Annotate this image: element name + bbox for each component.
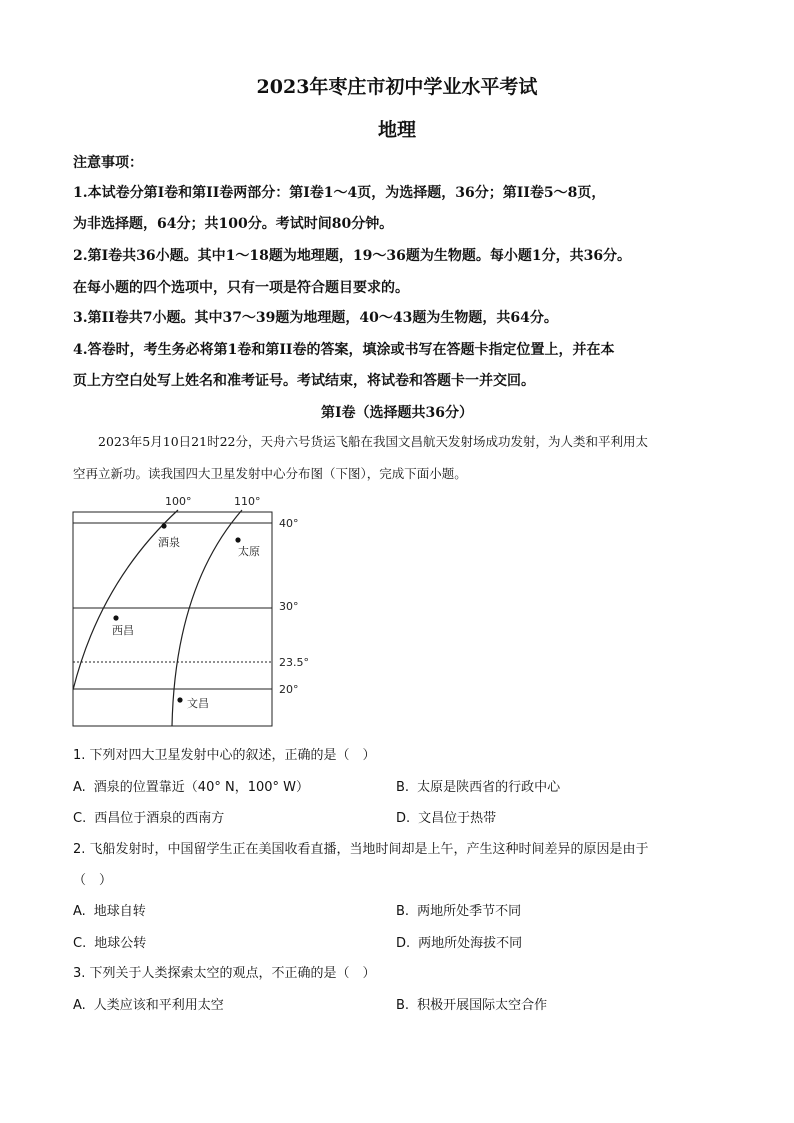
notes-line-4: 在每小题的四个选项中，只有一项是符合题目要求的。 — [73, 280, 409, 296]
notes-line-3: 2.第Ⅰ卷共36小题。其中1～18题为地理题，19～36题为生物题。每小题1分，共36分。 — [73, 248, 632, 264]
latitude-30-label: 30° — [279, 600, 299, 613]
taiyuan-marker — [235, 537, 240, 542]
option-text: 人类应该和平利用太空 — [93, 998, 224, 1013]
notes-line-6: 4.答卷时，考生务必将第1卷和第II卷的答案，填涂或书写在答题卡指定位置上，并在本 — [73, 342, 615, 358]
notes-heading: 注意事项： — [73, 155, 143, 171]
option-text: 积极开展国际太空合作 — [417, 998, 548, 1013]
section-title: 第Ⅰ卷（选择题共36分） — [320, 405, 474, 421]
longitude-110-label: 110° — [234, 495, 261, 508]
question-2-option-d[interactable] — [396, 932, 522, 951]
longitude-100-label: 100° — [165, 495, 192, 508]
wenchang-label: 文昌 — [187, 697, 209, 710]
option-letter: A. — [73, 904, 86, 919]
option-letter: C. — [73, 811, 87, 826]
question-3-option-b[interactable] — [396, 994, 547, 1013]
question-1-option-b[interactable] — [396, 776, 560, 795]
wenchang-marker — [177, 697, 182, 702]
option-text: 太原是陕西省的行政中心 — [417, 780, 561, 795]
taiyuan-label: 太原 — [238, 545, 260, 558]
question-3-option-a[interactable] — [73, 994, 224, 1013]
option-letter: D. — [396, 811, 411, 826]
question-1-option-c[interactable] — [73, 807, 224, 826]
option-text: 两地所处海拔不同 — [418, 936, 523, 951]
option-letter: A. — [73, 998, 86, 1013]
section-intro-line-2: 空再立新功。读我国四大卫星发射中心分布图（下图），完成下面小题。 — [73, 466, 467, 481]
launch-center-map — [0, 492, 320, 732]
question-2-option-c[interactable] — [73, 932, 146, 951]
option-letter: B. — [396, 998, 410, 1013]
latitude-40-label: 40° — [279, 517, 299, 530]
latitude-23-5-label: 23.5° — [279, 656, 309, 669]
option-text: 西昌位于酒泉的西南方 — [94, 811, 225, 826]
question-1-stem: 1. 下列对四大卫星发射中心的叙述，正确的是（ ） — [73, 748, 376, 763]
xichang-marker — [113, 615, 118, 620]
question-2-option-b[interactable] — [396, 900, 521, 919]
question-2-option-a[interactable] — [73, 900, 146, 919]
option-text: 文昌位于热带 — [418, 811, 497, 826]
option-text: 酒泉的位置靠近（40° N，100° W） — [93, 780, 309, 795]
question-2-stem: 2. 飞船发射时，中国留学生正在美国收看直播，当地时间却是上午，产生这种时间差异的原因是由于 — [73, 842, 649, 857]
xichang-label: 西昌 — [112, 624, 134, 637]
notes-line-7: 页上方空白处写上姓名和准考证号。考试结束，将试卷和答题卡一并交回。 — [73, 373, 535, 389]
notes-line-2: 为非选择题，64分；共100分。考试时间80分钟。 — [73, 216, 394, 232]
question-3-stem: 3. 下列关于人类探索太空的观点，不正确的是（ ） — [73, 966, 376, 981]
jiuquan-marker — [161, 523, 166, 528]
question-1-option-d[interactable] — [396, 807, 496, 826]
option-letter: C. — [73, 936, 87, 951]
option-letter: B. — [396, 780, 410, 795]
question-1-option-a[interactable] — [73, 776, 309, 795]
option-letter: B. — [396, 904, 410, 919]
option-letter: D. — [396, 936, 411, 951]
latitude-20-label: 20° — [279, 683, 299, 696]
notes-line-5: 3.第II卷共7小题。其中37～39题为地理题，40～43题为生物题，共64分。 — [73, 310, 558, 326]
option-text: 地球公转 — [94, 936, 147, 951]
section-intro-line-1: 2023年5月10日21时22分，天舟六号货运飞船在我国文昌航天发射场成功发射，为人类和平利用太 — [98, 434, 648, 449]
option-text: 地球自转 — [93, 904, 146, 919]
option-letter: A. — [73, 780, 86, 795]
longitude-110-curve — [172, 510, 242, 726]
notes-line-1: 1.本试卷分第Ⅰ卷和第II卷两部分：第Ⅰ卷1～4页，为选择题，36分；第II卷5～8页， — [73, 185, 606, 201]
option-text: 两地所处季节不同 — [417, 904, 522, 919]
question-2-stem-cont: （ ） — [73, 873, 113, 888]
exam-title: 2023年枣庄市初中学业水平考试 — [256, 76, 538, 98]
jiuquan-label: 酒泉 — [158, 536, 180, 549]
subject-title: 地理 — [377, 119, 416, 141]
